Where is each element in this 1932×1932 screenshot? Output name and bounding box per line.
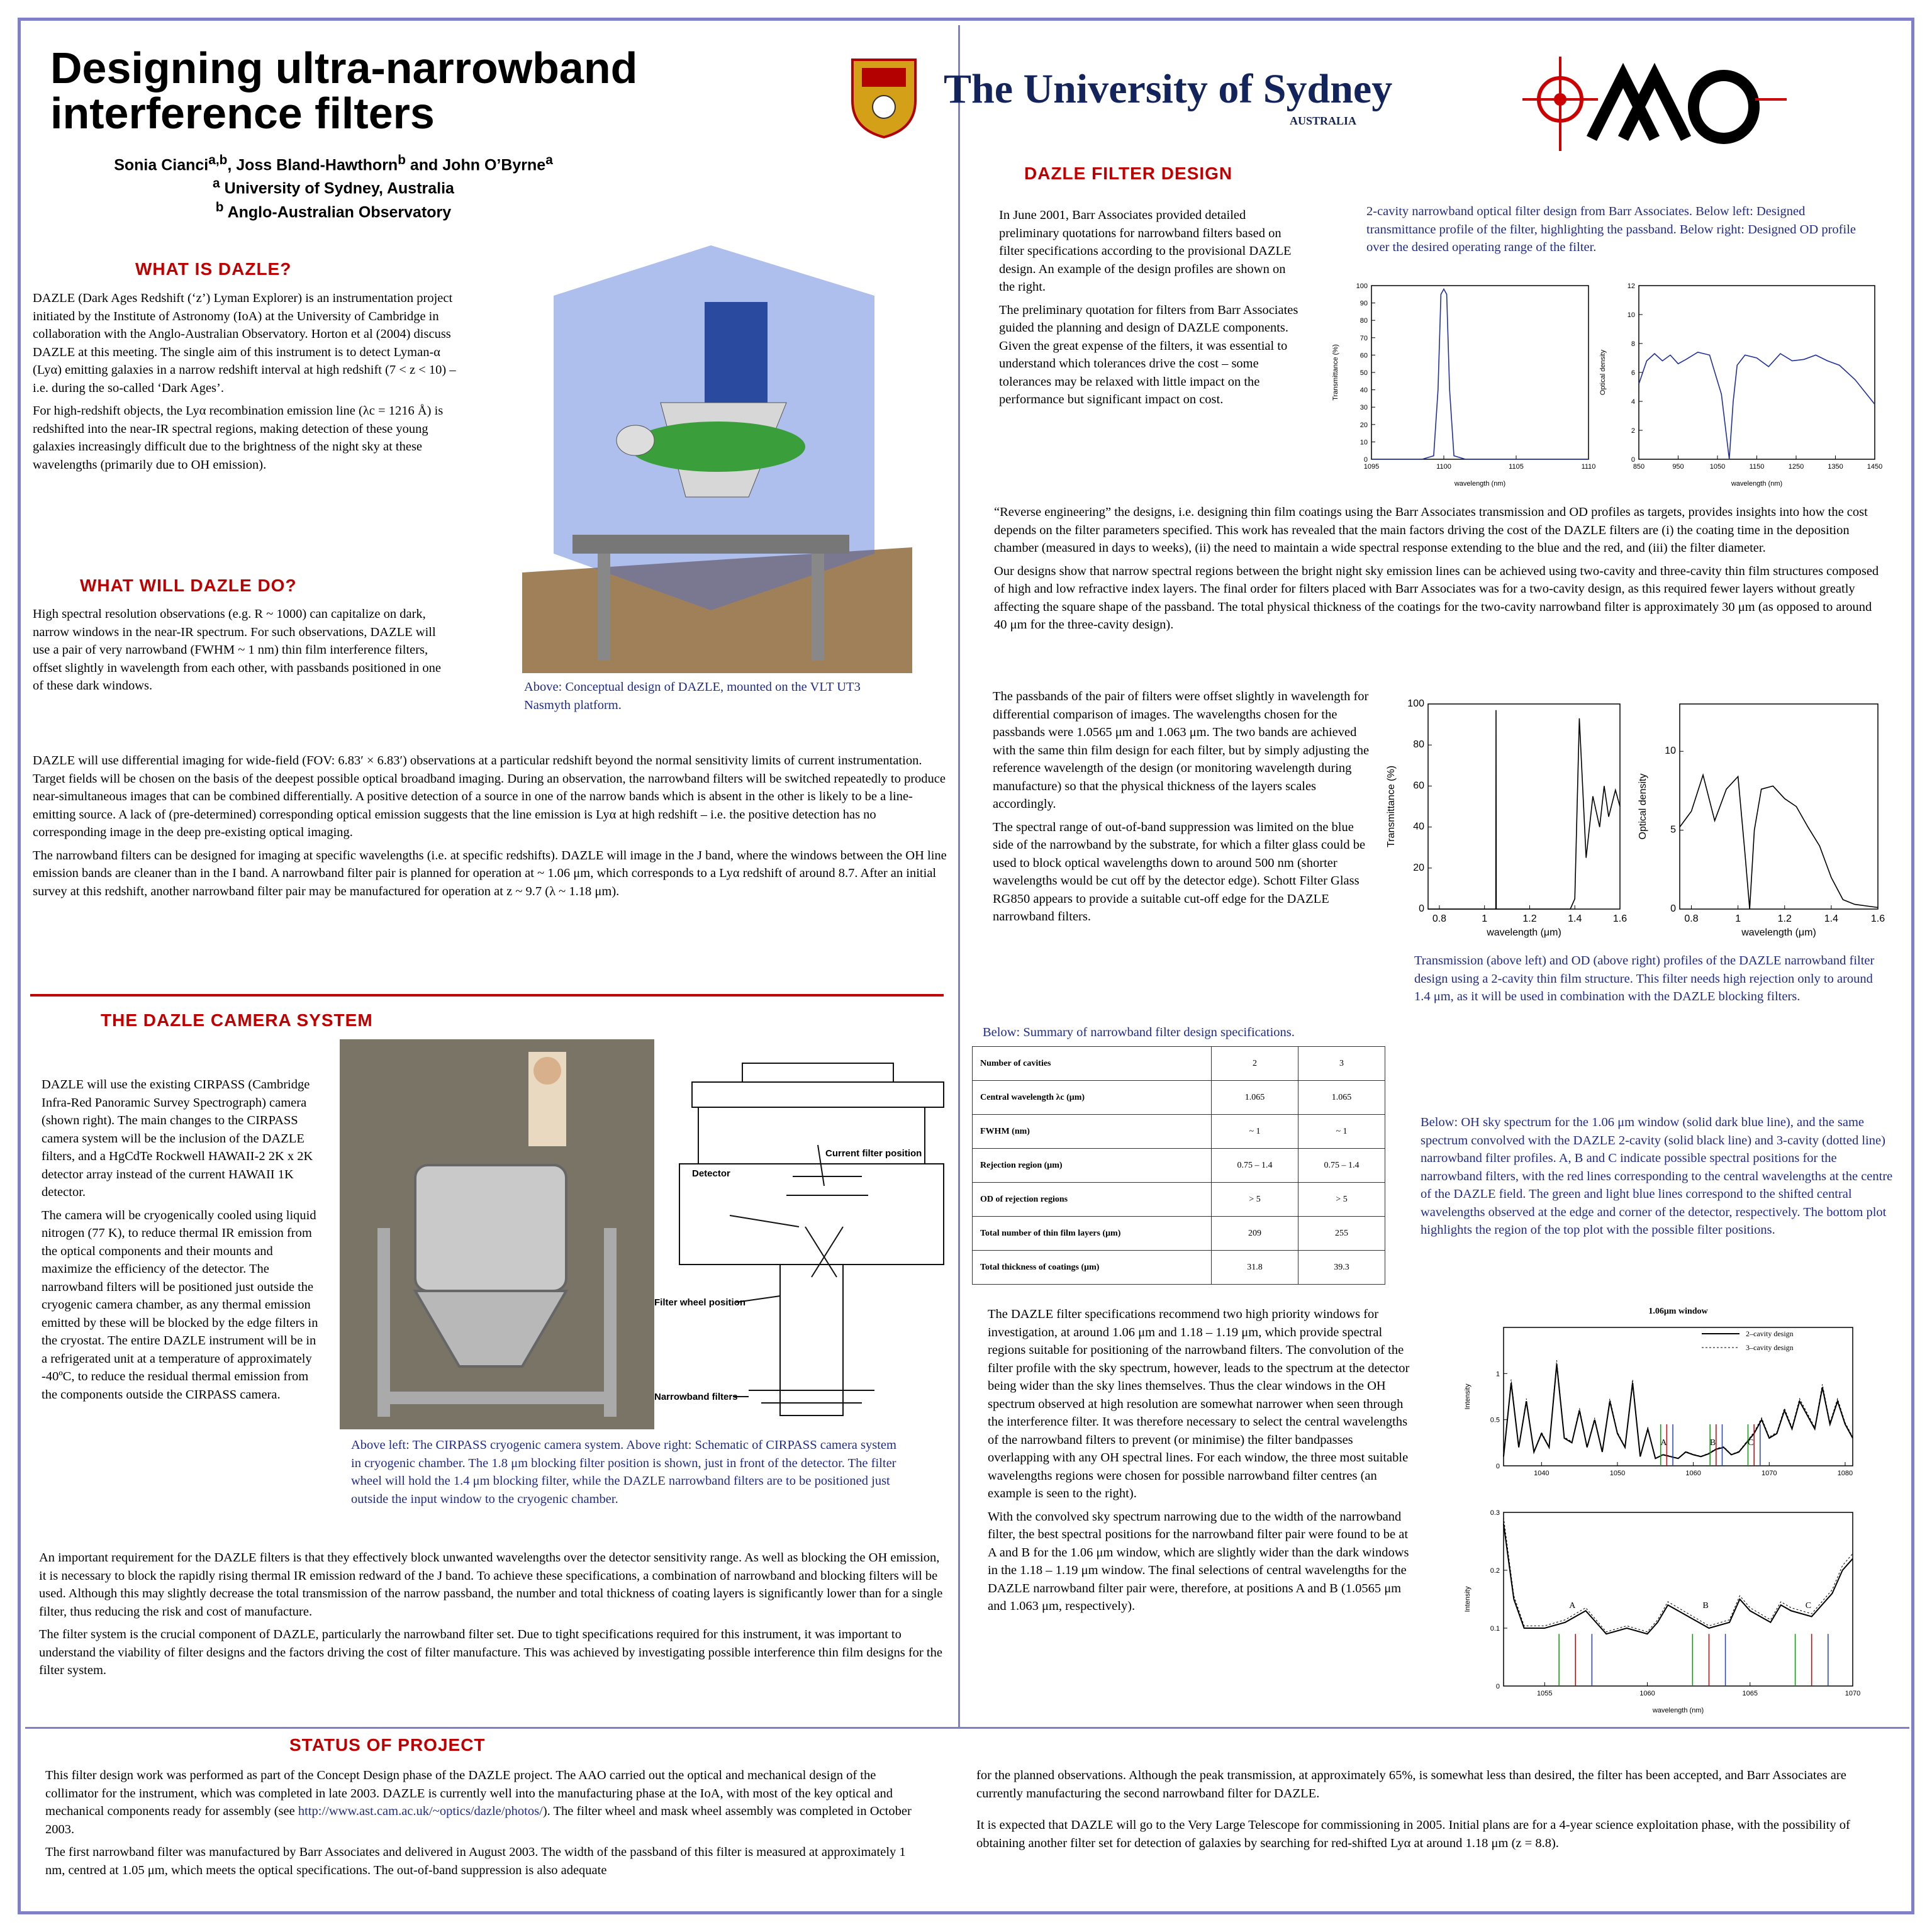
usyd-country: AUSTRALIA: [1290, 114, 1357, 127]
plot-frame: [1428, 704, 1620, 909]
x-tick-label: 1: [1735, 913, 1741, 924]
plot-frame: [1371, 286, 1589, 459]
aao-logo: [1522, 57, 1787, 151]
y-tick-label: 2: [1631, 427, 1635, 435]
column-divider: [958, 25, 960, 1727]
y-tick-label: 0.5: [1490, 1416, 1500, 1424]
spec-table-cell: 0.75 – 1.4: [1298, 1149, 1385, 1183]
spec-table-cell: Central wavelength λc (μm): [973, 1081, 1212, 1115]
x-tick-label: 1.2: [1777, 913, 1792, 924]
spec-table-cell: ~ 1: [1298, 1115, 1385, 1149]
cirpass-schematic: [654, 1038, 950, 1434]
status-divider: [25, 1727, 1909, 1729]
usyd-name: The University of Sydney: [944, 66, 1393, 112]
table-caption: Below: Summary of narrowband filter design specifications.: [983, 1025, 1295, 1039]
spec-table-cell: 39.3: [1298, 1251, 1385, 1285]
x-tick-label: 1350: [1828, 463, 1843, 471]
specification-text: The DAZLE filter specifications recommend two high priority windows for investigation, at around 1.06 μm and 1.18 – 1.19 μm, which provide spectral regions suitable for positioning of the narrowband filters. The convolution of the filter profile with the sky spectrum, however, leads to the spectrum at the detector being wider than the sky lines themselves. Thus the clear windows in the OH spectrum observed at high resolution are somewhat narrower when seen through the interference filter. It was therefore necessary to select the central wavelengths of the narrowband filters to prevent (or minimise) the filter bandpasses overlapping with any OH spectral lines. For each window, the three most suitable wavelengths regions were chosen for possible narrowband filter centres (an example is seen to the right). With the convolved sky spectrum narrowing due to the width of the narrowband filter, the best spectral positions for the narrowband filter pair were found to be at A and B for the 1.06 μm window, which are slightly wider than the dark windows in the 1.18 – 1.19 μm window. The final selections of central wavelengths for the DAZLE narrowband filter pair were, therefore, at positions A and B (1.0565 μm and 1.063 μm, respectively).: [988, 1307, 1410, 1613]
heading-what-is: WHAT IS DAZLE?: [135, 259, 292, 279]
schematic-label-wheel: Filter wheel position: [654, 1297, 746, 1308]
y-tick-label: 40: [1360, 386, 1368, 394]
y-tick-label: 10: [1360, 438, 1368, 447]
requirement-text: An important requirement for the DAZLE filters is that they effectively block unwanted wavelengths over the detector sensitivity range. As well as blocking the OH emission, it is necessary to block the rapidly rising thermal IR emission redward of the J band. To achieve these specifications, a combination of narrowband and blocking filters will be used. Although this may slightly decrease the total transmission of the narrow passband, the number and total thickness of coating layers is significantly lower than for a single filter, thus reducing the risk and cost of manufacture. The filter system is the crucial component of DAZLE, particularly the narrowband filter set. Due to tight specifications required for this instrument, it was important to understand the viability of filter designs and the factors driving the cost of filter manufacture. This was achieved by investigating possible interference thin film designs for the filter system.: [39, 1551, 943, 1677]
y-tick-label: 0.1: [1490, 1625, 1500, 1633]
status-left-text: This filter design work was performed as part of the Concept Design phase of the DAZLE project. The AAO carried out the optical and mechanical design of the collimator for the instrument, which was completed in late 2003. DAZLE is currently well into the manufacturing phase at the IoA, with most of the key optical and mechanical components ready for assembly (see http://www.ast.cam.ac.uk/~optics/dazle/photos/). The filter wheel and mask wheel assembly was completed in October 2003. The first narrowband filter was manufactured by Barr Associates and delivered in August 2003. The width of the passband of this filter is measured at approximately 1 nm, centred at 1.05 μm, which meets the optical specifications. The out-of-band suppression is also adequate: [45, 1768, 912, 1877]
spec-table-cell: FWHM (nm): [973, 1115, 1212, 1149]
aao-mark-icon: [1522, 57, 1787, 151]
legend-label: 3–cavity design: [1746, 1343, 1794, 1352]
camera-caption: Above left: The CIRPASS cryogenic camera system. Above right: Schematic of CIRPASS camera system in cryogenic chamber. The 1.8 μm blocking filter position is shown, just in front of the detector. The filter wheel will hold the 1.4 μm blocking filter, while the DAZLE narrowband filters are to be positioned just outside the input window to the cryogenic chamber.: [351, 1438, 896, 1506]
wide-field-text: DAZLE will use differential imaging for wide-field (FOV: 6.83′ × 6.83′) observations at a particular redshift beyond the normal sensitivity limits of current instrumentation. Target fields will be chosen on the basis of the deepest possible optical broadband imaging. During an observation, the narrowband filters will be switched repeatedly to produce near-simultaneous images that can be combined differentially. A positive detection of a source in one of the narrow bands which is absent in the other is likely to be a line-emitting source. A lack of (pre-determined) corresponding optical emission suggests that the line emission is Lyα at high redshift – i.e. the positive detection has no corresponding image in the deep pre-existing optical imaging. The narrowband filters can be designed for imaging at specific wavelengths (i.e. at specific redshifts). DAZLE will image in the J band, where the windows between the OH line emission bands are cleaner than in the I band. A narrowband filter pair is planned for operation at ~ 1.06 μm, which corresponds to a Lyα redshift of around 8.7. After an initial survey at this redshift, another narrowband filter pair may be manufactured for operation at z ~ 9.7 (λ ~ 1.18 μm).: [33, 754, 947, 898]
x-tick-label: 1.2: [1522, 913, 1537, 924]
x-tick-label: 1105: [1509, 463, 1524, 471]
x-axis-label: wavelength (nm): [1454, 480, 1506, 488]
x-tick-label: 1060: [1685, 1470, 1701, 1477]
spec-table-cell: 209: [1212, 1217, 1298, 1251]
y-tick-label: 30: [1360, 404, 1368, 412]
spec-table-cell: 31.8: [1212, 1251, 1298, 1285]
y-tick-label: 12: [1627, 282, 1635, 290]
y-tick-label: 0: [1495, 1683, 1500, 1690]
y-tick-label: 20: [1360, 421, 1368, 429]
spec-table-cell: ~ 1: [1212, 1115, 1298, 1149]
spec-table-cell: 3: [1298, 1047, 1385, 1081]
chart-oh-zoom: [1460, 1504, 1862, 1717]
filter-position-label: C: [1805, 1600, 1812, 1611]
y-tick-label: 90: [1360, 299, 1368, 308]
heading-camera: THE DAZLE CAMERA SYSTEM: [101, 1010, 373, 1030]
x-tick-label: 850: [1633, 463, 1645, 471]
x-tick-label: 1060: [1639, 1690, 1655, 1697]
y-tick-label: 0: [1419, 903, 1424, 914]
data-line: [1639, 352, 1875, 459]
y-tick-label: 0: [1363, 456, 1368, 464]
spec-table-row: [973, 1115, 1385, 1149]
reverse-engineering-text: “Reverse engineering” the designs, i.e. designing thin film coatings using the Barr Associates transmission and OD profiles as targets, provides insights into how the cost depends on the filter parameters specified. This work has revealed that the main factors driving the cost of the DAZLE filters are (i) the coating time in the deposition chamber (measured in days to weeks), (ii) the need to maintain a wide spectral response extending to the blue and the red, and (iii) the filter diameter. Our designs show that narrow spectral regions between the bright night sky emission lines can be achieved using two-cavity and three-cavity thin film structures composed of high and low refractive index layers. The final order for filters placed with Barr Associates was for a two-cavity design, as this required fewer layers without greatly affecting the square shape of the passband. The total physical thickness of the coatings for the two-cavity narrowband filter is approximately 30 μm (as opposed to around 40 μm for the three-cavity design).: [994, 505, 1879, 632]
y-axis-label: Transmittance (%): [1386, 765, 1397, 848]
x-tick-label: 1050: [1609, 1470, 1626, 1477]
camera-text: DAZLE will use the existing CIRPASS (Cambridge Infra-Red Panoramic Survey Spectrograph) camera (shown right). The main changes to the CIRPASS camera system will be the inclusion of the DAZLE filters, and a HgCdTe Rockwell HAWAII-2 2K x 2K detector array instead of the current HAWAII 1K detector. The camera will be cryogenically cooled using liquid nitrogen (77 K), to reduce thermal IR emission from the optical components and their mounts and maximize the efficiency of the detector. The narrowband filters will be positioned just outside the cryogenic camera chamber, as any thermal emission emitted by these will be blocked by the edge filters in the cryostat. The entire DAZLE instrument will be in a refrigerated unit at a temperature of approximately -40ºC, to reduce the residual thermal emission from the components outside the CIRPASS camera.: [42, 1078, 318, 1402]
spec-table-row: [973, 1251, 1385, 1285]
y-tick-label: 100: [1407, 698, 1424, 709]
y-tick-label: 1: [1495, 1370, 1500, 1378]
y-axis-label: Intensity: [1464, 1383, 1471, 1410]
cirpass-photo: [340, 1039, 654, 1429]
filter-position-label: A: [1569, 1600, 1576, 1611]
x-tick-label: 1.6: [1612, 913, 1628, 924]
what-do-text: High spectral resolution observations (e.g. R ~ 1000) can capitalize on dark, narrow windows in the near-IR spectrum. For such observations, DAZLE will use a pair of very narrowband (FWHM ~ 1 nm) thin film interference filters, offset slightly in wavelength from each other, with passbands positioned in one of these dark windows.: [33, 607, 441, 693]
data-line-3cavity: [1504, 1517, 1853, 1632]
chart-barr-transmittance: [1327, 277, 1598, 491]
x-tick-label: 1110: [1581, 463, 1596, 471]
x-tick-label: 1250: [1788, 463, 1804, 471]
spec-table-cell: 0.75 – 1.4: [1212, 1149, 1298, 1183]
x-axis-label: wavelength (μm): [1741, 927, 1816, 938]
y-tick-label: 0: [1670, 903, 1676, 914]
y-tick-label: 10: [1665, 745, 1676, 757]
usyd-logo: [849, 57, 1415, 138]
y-tick-label: 0.3: [1490, 1509, 1500, 1517]
x-tick-label: 1.6: [1870, 913, 1885, 924]
poster-title: Designing ultra-narrowband interference filters: [50, 43, 638, 138]
x-tick-label: 950: [1672, 463, 1684, 471]
y-tick-label: 10: [1627, 311, 1635, 319]
filter-position-label: C: [1748, 1438, 1754, 1448]
y-tick-label: 80: [1413, 739, 1424, 751]
filter-position-label: B: [1702, 1600, 1709, 1611]
x-tick-label: 1095: [1363, 463, 1380, 471]
heading-status: STATUS OF PROJECT: [289, 1735, 486, 1755]
x-tick-label: 1070: [1762, 1470, 1777, 1477]
x-tick-label: 1450: [1867, 463, 1883, 471]
spec-table-cell: 255: [1298, 1217, 1385, 1251]
x-tick-label: 1050: [1709, 463, 1726, 471]
dazle-caption: Above: Conceptual design of DAZLE, mounted on the VLT UT3 Nasmyth platform.: [524, 680, 861, 712]
what-is-text: DAZLE (Dark Ages Redshift (‘z’) Lyman Explorer) is an instrumentation project initiated by the Institute of Astronomy (IoA) at the University of Cambridge in collaboration with the Anglo-Australian Observatory. Horton et al (2004) discuss DAZLE at this meeting. The single aim of this instrument is to detect Lyman-α (Lyα) emitting galaxies in a narrow redshift interval at high redshift (7 < z < 10) – i.e. during the so-called ‘Dark Ages’. For high-redshift objects, the Lyα recombination emission line (λc = 1216 Å) is redshifted into the near-IR spectral regions, making detection of these young galaxies increasingly difficult due to the brightness of the night sky at these wavelengths (primarily due to OH emission).: [33, 291, 456, 472]
x-tick-label: 1070: [1845, 1690, 1861, 1697]
spec-table-cell: Number of cavities: [973, 1047, 1212, 1081]
dazle-render: [522, 233, 912, 673]
x-tick-label: 0.8: [1684, 913, 1699, 924]
camera-divider: [30, 994, 944, 997]
spec-table-cell: > 5: [1212, 1183, 1298, 1217]
y-tick-label: 6: [1631, 369, 1635, 377]
y-tick-label: 0: [1631, 456, 1635, 464]
oh-caption: Below: OH sky spectrum for the 1.06 μm window (solid dark blue line), and the same spectrum convolved with the DAZLE 2-cavity (solid black line) and 3-cavity (dotted line) narrowband filter profiles. A, B and C indicate possible spectral positions for the narrowband filters, with the red lines corresponding to the central wavelengths at the centre of the DAZLE field. The green and light blue lines correspond to the shifted central wavelengths observed at the edge and corner of the detector, respectively. The bottom plot highlights the region of the top plot with the possible filter positions.: [1421, 1115, 1893, 1237]
chart-title: 1.06μm window: [1648, 1307, 1708, 1316]
x-tick-label: 1080: [1837, 1470, 1853, 1477]
spec-table-row: [973, 1183, 1385, 1217]
spec-table-row: [973, 1081, 1385, 1115]
chart-oh-full: [1460, 1302, 1862, 1497]
authors: Sonia Cianci$^{a,b}$, Joss Bland-Hawthorn$^b$ and John O’Byrne$^a$ $^a$ University of Sydney, Australia $^b$ Anglo-Australian Observatory: [114, 153, 553, 221]
x-tick-label: 1040: [1534, 1470, 1550, 1477]
heading-filter-design: DAZLE FILTER DESIGN: [1024, 164, 1233, 183]
spec-table-row: [973, 1047, 1385, 1081]
y-tick-label: 8: [1631, 340, 1635, 348]
x-tick-label: 1: [1482, 913, 1488, 924]
y-tick-label: 20: [1413, 862, 1424, 873]
y-tick-label: 0.2: [1490, 1567, 1500, 1575]
filter-position-label: A: [1660, 1438, 1667, 1448]
plot-frame: [1504, 1327, 1853, 1466]
filter-position-label: B: [1709, 1438, 1716, 1448]
spec-table-cell: 1.065: [1298, 1081, 1385, 1115]
x-tick-label: 1100: [1436, 463, 1451, 471]
passband-text: The passbands of the pair of filters were offset slightly in wavelength for differential comparison of images. The wavelengths chosen for the passbands were 1.0565 μm and 1.063 μm. The two bands are achieved with the same thin film design for each filter, but by simply adjusting the reference wavelength of the design (or monitoring wavelength during manufacture) so that the physical thickness of the layers scales accordingly. The spectral range of out-of-band suppression was limited on the blue side of the narrowband by the substrate, for which a filter glass could be used to block optical wavelengths down to around 500 nm (shorter wavelengths would be cut off by the detector edge). Schott Filter Glass RG850 appears to provide a suitable cut-off edge for the DAZLE narrowband filters.: [993, 690, 1370, 924]
spec-table-cell: 2: [1212, 1047, 1298, 1081]
spec-table-row: [973, 1149, 1385, 1183]
spec-table-cell: OD of rejection regions: [973, 1183, 1212, 1217]
spec-table-cell: Rejection region (μm): [973, 1149, 1212, 1183]
plot-frame: [1680, 704, 1878, 909]
data-line: [1504, 1365, 1853, 1459]
usyd-crest-icon: [849, 57, 919, 138]
x-tick-label: 1.4: [1824, 913, 1839, 924]
heading-what-do: WHAT WILL DAZLE DO?: [80, 576, 297, 595]
design-profiles-caption: Transmission (above left) and OD (above right) profiles of the DAZLE narrowband filter design using a 2-cavity thin film structure. This filter needs high rejection only to around 1.4 μm, as it will be used in combination with the DAZLE blocking filters.: [1414, 954, 1875, 1003]
y-axis-label: Optical density: [1638, 773, 1648, 840]
schematic-label-detector: Detector: [692, 1168, 730, 1179]
data-line: [1371, 289, 1589, 459]
y-tick-label: 4: [1631, 398, 1635, 406]
y-tick-label: 60: [1413, 780, 1424, 791]
chart-barr-od: [1595, 277, 1884, 491]
y-tick-label: 100: [1356, 282, 1368, 290]
spec-table-cell: > 5: [1298, 1183, 1385, 1217]
y-axis-label: Intensity: [1464, 1586, 1471, 1612]
y-tick-label: 50: [1360, 369, 1368, 377]
plot-frame: [1504, 1512, 1853, 1686]
data-line: [1504, 1524, 1853, 1634]
x-axis-label: wavelength (nm): [1652, 1707, 1704, 1714]
chart-design-od: [1636, 695, 1887, 941]
x-axis-label: wavelength (nm): [1731, 480, 1783, 488]
y-tick-label: 40: [1413, 821, 1424, 832]
spec-table-cell: Total thickness of coatings (μm): [973, 1251, 1212, 1285]
x-tick-label: 1065: [1742, 1690, 1758, 1697]
y-axis-label: Optical density: [1599, 349, 1607, 396]
y-axis-label: Transmittance (%): [1332, 344, 1339, 401]
x-axis-label: wavelength (μm): [1487, 927, 1561, 938]
chart-design-transmission: [1384, 695, 1629, 941]
barr-caption: 2-cavity narrowband optical filter design from Barr Associates. Below left: Designed transmittance profile of the filter, highlighting the passband. Below right: Designed OD profile over the desired operating range of the filter.: [1366, 204, 1856, 254]
x-tick-label: 1.4: [1568, 913, 1582, 924]
legend-label: 2–cavity design: [1746, 1329, 1794, 1338]
x-tick-label: 1055: [1537, 1690, 1553, 1697]
schematic-label-current: Current filter position: [825, 1148, 922, 1159]
y-tick-label: 60: [1360, 352, 1368, 360]
data-line: [1680, 775, 1878, 909]
spec-table: [972, 1046, 1385, 1285]
y-tick-label: 80: [1360, 317, 1368, 325]
spec-table-cell: 1.065: [1212, 1081, 1298, 1115]
photos-link[interactable]: http://www.ast.cam.ac.uk/~optics/dazle/photos/: [298, 1804, 543, 1818]
data-line: [1428, 710, 1620, 909]
schematic-label-narrow: Narrowband filters: [654, 1392, 738, 1402]
status-right-text: for the planned observations. Although the peak transmission, at approximately 65%, is somewhat less than desired, the filter has been accepted, and Barr Associates are currently manufacturing the second narrowband filter for DAZLE. It is expected that DAZLE will go to the Very Large Telescope for commissioning in 2005. Initial plans are for a 4-year science exploitation phase, with the possibility of obtaining another filter set for detection of galaxies by searching for red-shifted Lyα at around 1.18 μm (z = 8.8).: [976, 1768, 1850, 1850]
x-tick-label: 1150: [1749, 463, 1765, 471]
plot-frame: [1639, 286, 1875, 459]
y-tick-label: 5: [1670, 824, 1676, 835]
x-tick-label: 0.8: [1432, 913, 1447, 924]
spec-table-row: [973, 1217, 1385, 1251]
filter-intro-text: In June 2001, Barr Associates provided detailed preliminary quotations for narrowband filters based on filter specifications according to the provisional DAZLE design. An example of the design profiles are shown on the right. The preliminary quotation for filters from Barr Associates guided the planning and design of DAZLE components. Given the great expense of the filters, it was essential to understand which tolerances drive the cost – some tolerances may be relaxed with little impact on the performance but significant impact on cost.: [999, 208, 1298, 406]
y-tick-label: 0: [1495, 1463, 1500, 1470]
y-tick-label: 70: [1360, 334, 1368, 342]
spec-table-cell: Total number of thin film layers (μm): [973, 1217, 1212, 1251]
